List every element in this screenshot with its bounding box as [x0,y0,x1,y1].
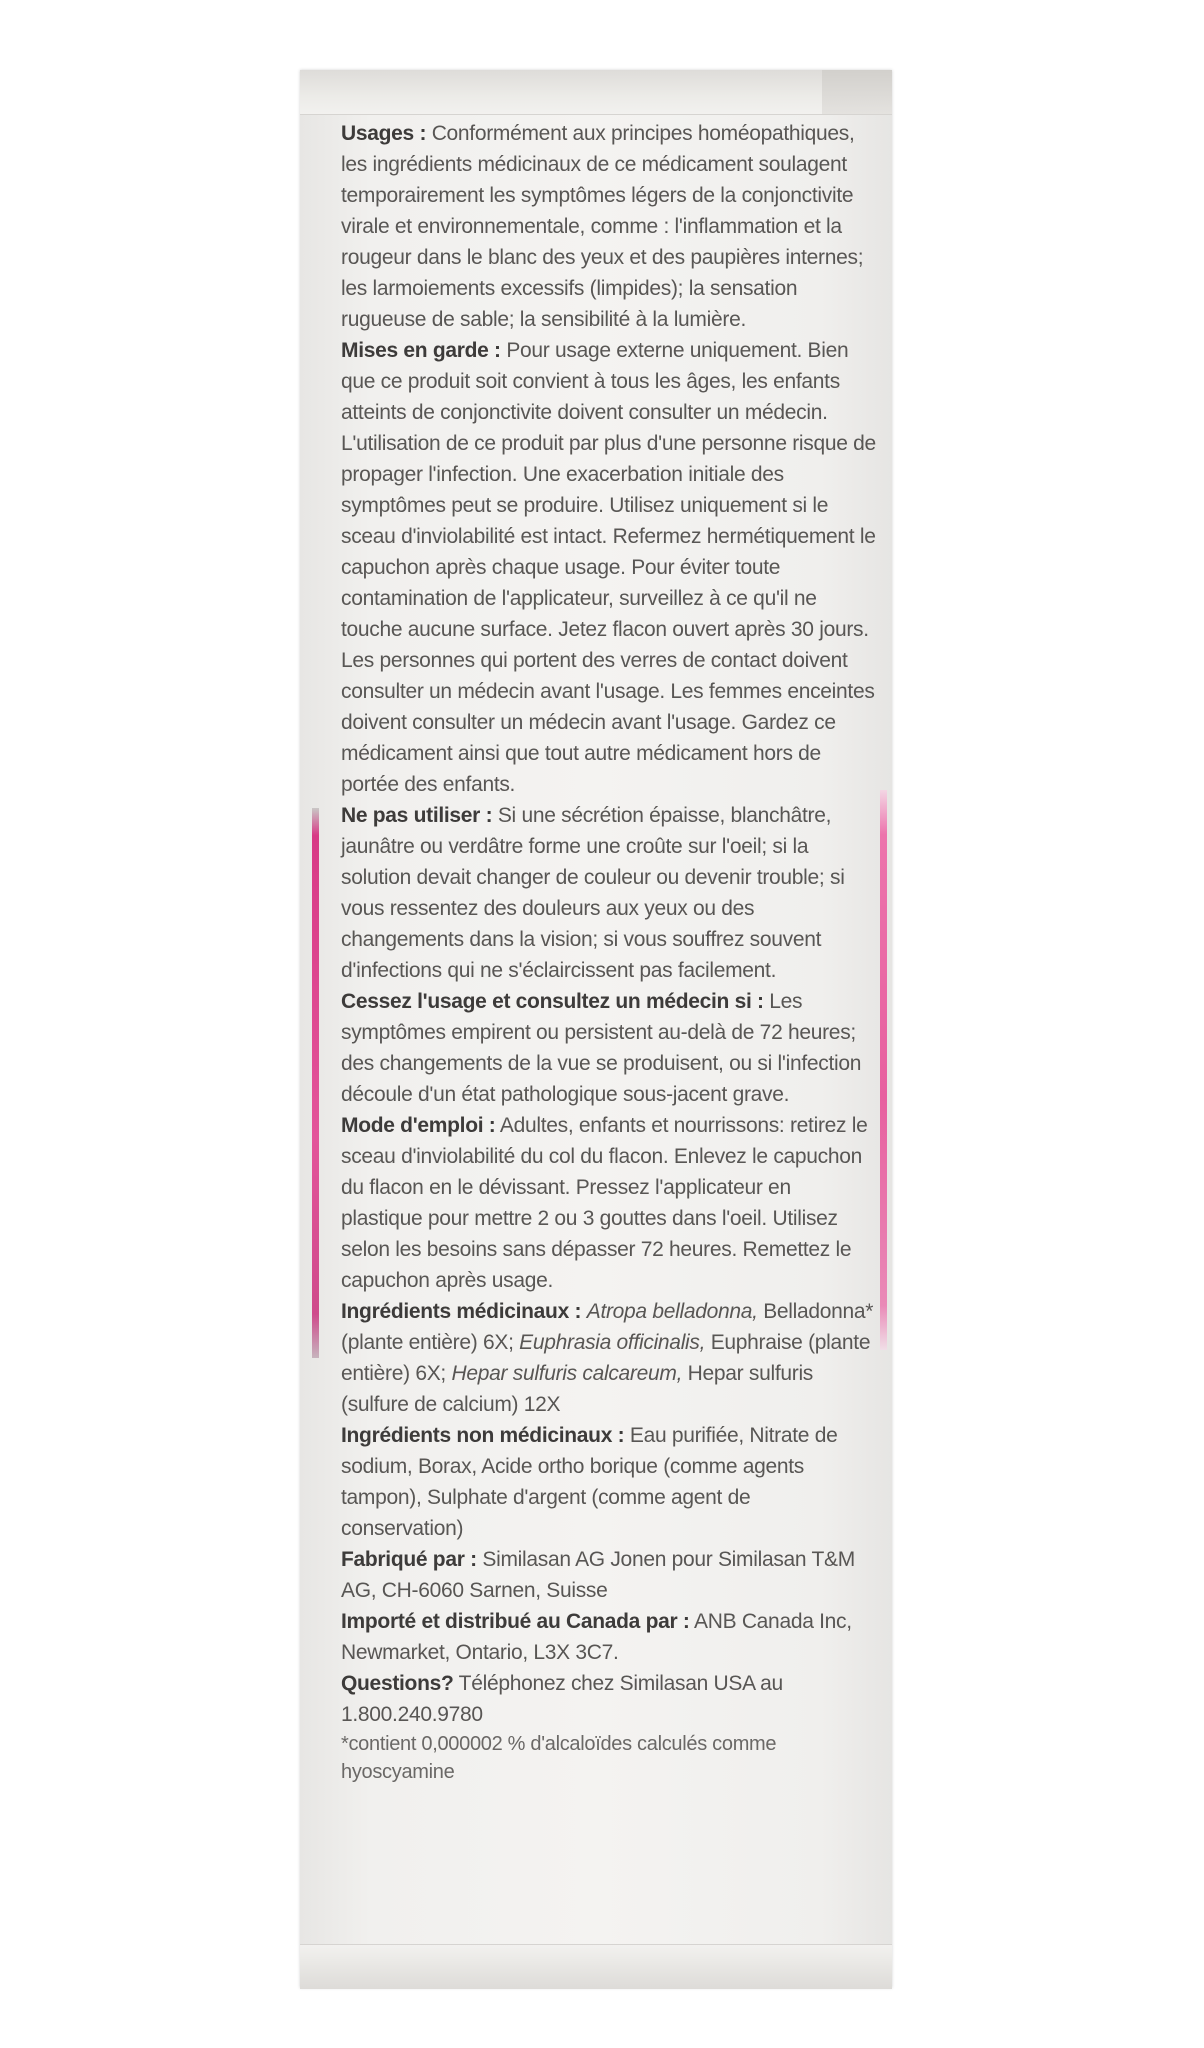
non-medicinal-ingredients-text: Eau purifiée, Nitrate de sodium, Borax, Acide ortho borique (comme agents tampon), Sulphate d'argent (comme agent de conservation) [341,1424,838,1540]
ingredient-common-3: Hepar sulfuris (sulfure de calcium) 12X [341,1362,814,1416]
importer-label: Importé et distribué au Canada par : [341,1610,690,1633]
importer-text: ANB Canada Inc, Newmarket, Ontario, L3X 3C7. [341,1610,852,1664]
directions-section [341,1110,876,1296]
questions-section [341,1668,876,1730]
ingredient-latin-1: Atropa belladonna, [586,1300,758,1323]
ingredient-latin-3: Hepar sulfuris calcareum, [451,1362,683,1385]
pink-left-edge-stripe [312,808,319,1358]
manufacturer-section [341,1544,876,1606]
stop-use-label: Cessez l'usage et consultez un médecin si : [341,990,764,1013]
manufacturer-label: Fabriqué par : [341,1548,477,1571]
box-top-flap [300,70,892,115]
non-medicinal-ingredients-label: Ingrédients non médicinaux : [341,1424,625,1447]
usages-text: Conformément aux principes homéopathiques, les ingrédients médicinaux de ce médicament soulagent temporairement les symptômes légers de la conjonctivite virale et environnementale, comme : l'inflammation et la rougeur dans le blanc des yeux et des paupières internes; les larmoiements excessifs (limpides); la sensation rugueuse de sable; la sensibilité à la lumière. [341,122,864,331]
do-not-use-label: Ne pas utiliser : [341,804,493,827]
usages-section [341,118,876,335]
box-bottom-flap [300,1944,892,1989]
do-not-use-text: Si une sécrétion épaisse, blanchâtre, jaunâtre ou verdâtre forme une croûte sur l'oeil; si la solution devait changer de couleur ou devenir trouble; si vous ressentez des douleurs aux yeux ou des changements dans la vision; si vous souffrez souvent d'infections qui ne s'éclaircissent pas facilement. [341,804,845,982]
non-medicinal-ingredients-section [341,1420,876,1544]
questions-label: Questions? [341,1672,454,1695]
pink-right-edge-stripe [880,790,887,1350]
ingredient-latin-2: Euphrasia officinalis, [519,1331,706,1354]
label-text-block [341,118,876,1786]
warnings-text: Pour usage externe uniquement. Bien que ce produit soit convient à tous les âges, les enfants atteints de conjonctivite doivent consulter un médecin. L'utilisation de ce produit par plus d'une personne risque de propager l'infection. Une exacerbation initiale des symptômes peut se produire. Utilisez uniquement si le sceau d'inviolabilité est intact. Refermez hermétiquement le capuchon après chaque usage. Pour éviter toute contamination de l'applicateur, surveillez à ce qu'il ne touche aucune surface. Jetez flacon ouvert après 30 jours. Les personnes qui portent des verres de contact doivent consulter un médecin avant l'usage. Les femmes enceintes doivent consulter un médecin avant l'usage. Gardez ce médicament ainsi que tout autre médicament hors de portée des enfants. [341,339,876,796]
questions-text: Téléphonez chez Similasan USA au 1.800.240.9780 [341,1672,783,1726]
directions-text: Adultes, enfants et nourrissons: retirez le sceau d'inviolabilité du col du flacon. Enlevez le capuchon du flacon en le dévissant. Pressez l'applicateur en plastique pour mettre 2 ou 3 gouttes dans l'oeil. Utilisez selon les besoins sans dépasser 72 heures. Remettez le capuchon après usage. [341,1114,868,1292]
ingredient-common-1: Belladonna* (plante entière) 6X; [341,1300,874,1354]
directions-label: Mode d'emploi : [341,1114,496,1137]
importer-section [341,1606,876,1668]
medicinal-ingredients-label: Ingrédients médicinaux : [341,1300,582,1323]
warnings-label: Mises en garde : [341,339,501,362]
stop-use-section [341,986,876,1110]
box-top-fold [822,70,892,114]
do-not-use-section [341,800,876,986]
medicinal-ingredients-section [341,1296,876,1420]
ingredient-common-2: Euphraise (plante entière) 6X; [341,1331,871,1385]
stop-use-text: Les symptômes empirent ou persistent au-delà de 72 heures; des changements de la vue se produisent, ou si l'infection découle d'un état pathologique sous-jacent grave. [341,990,862,1106]
manufacturer-text: Similasan AG Jonen pour Similasan T&M AG, CH-6060 Sarnen, Suisse [341,1548,855,1602]
footnote: *contient 0,000002 % d'alcaloïdes calculés comme hyoscyamine [341,1733,777,1783]
warnings-section [341,335,876,800]
usages-label: Usages : [341,122,427,145]
